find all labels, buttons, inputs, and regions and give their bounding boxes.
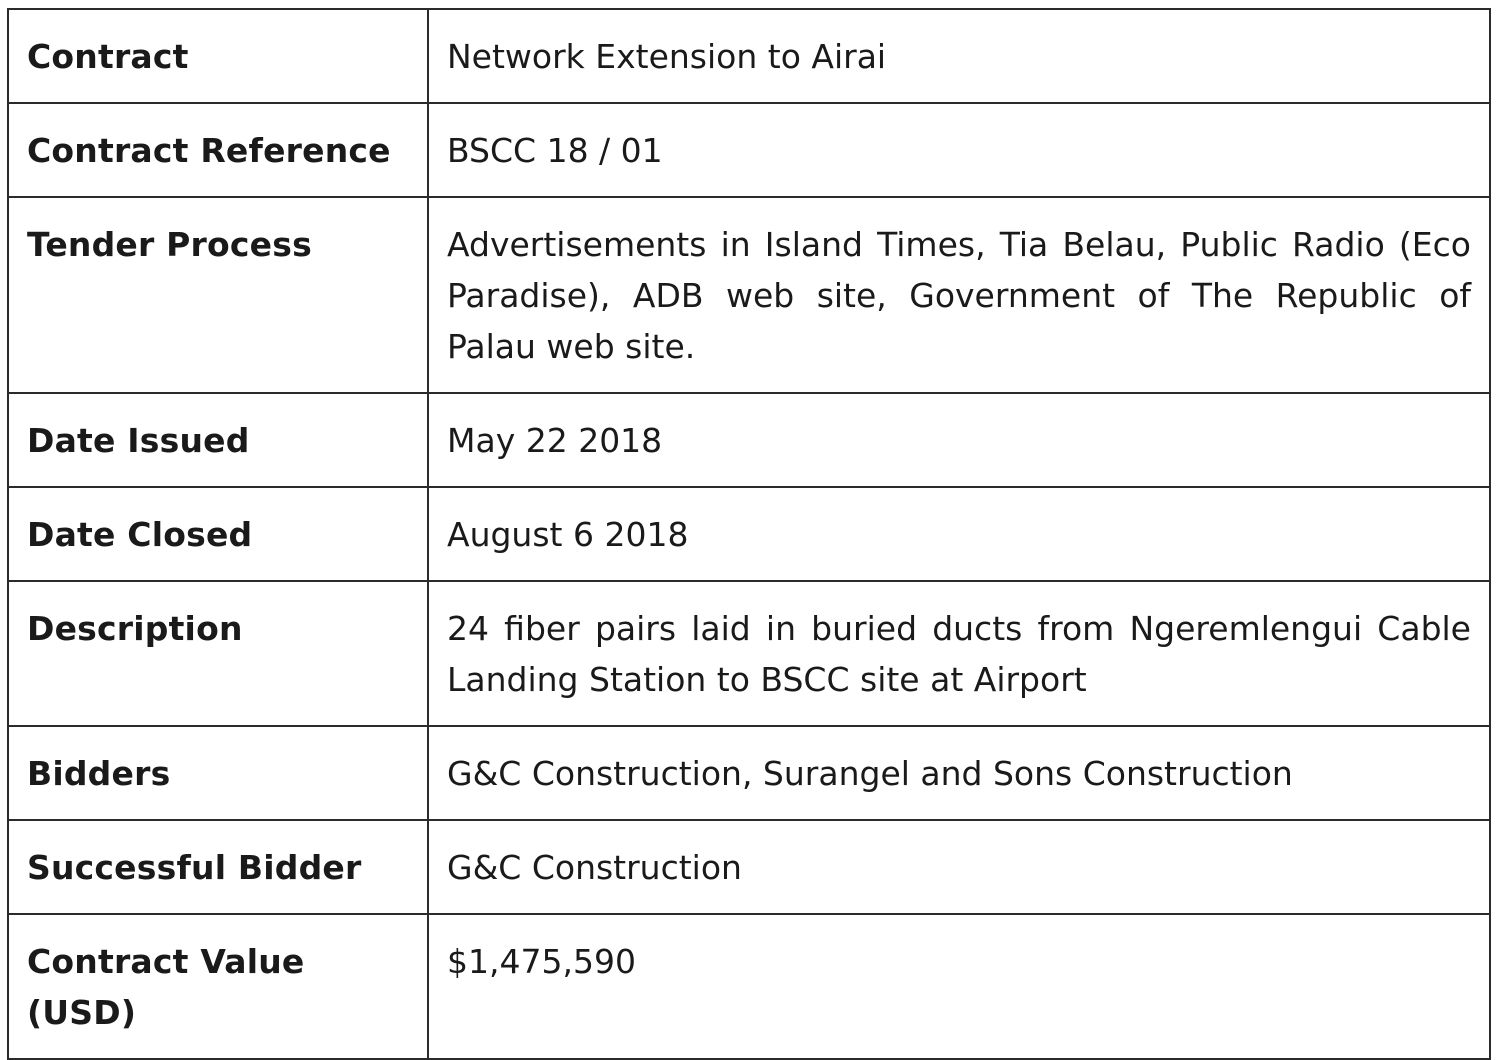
row-value-tender-process: Advertisements in Island Times, Tia Belau, Public Radio (Eco Paradise), ADB web site, Government of The Republic of Palau web site. xyxy=(428,197,1490,393)
table-row xyxy=(8,103,1490,197)
row-label-contract-value: Contract Value (USD) xyxy=(8,914,428,1059)
row-label-description: Description xyxy=(8,581,428,726)
row-value-contract-value: $1,475,590 xyxy=(428,914,1490,1059)
row-value-successful-bidder: G&C Construction xyxy=(428,820,1490,914)
row-label-contract-reference: Contract Reference xyxy=(8,103,428,197)
row-value-description: 24 fiber pairs laid in buried ducts from Ngeremlengui Cable Landing Station to BSCC site at Airport xyxy=(428,581,1490,726)
row-label-contract: Contract xyxy=(8,9,428,103)
row-label-successful-bidder: Successful Bidder xyxy=(8,820,428,914)
table-row xyxy=(8,393,1490,487)
row-value-date-issued: May 22 2018 xyxy=(428,393,1490,487)
row-label-date-closed: Date Closed xyxy=(8,487,428,581)
row-value-contract: Network Extension to Airai xyxy=(428,9,1490,103)
table-row xyxy=(8,487,1490,581)
contract-details-table xyxy=(7,8,1491,1060)
row-label-date-issued: Date Issued xyxy=(8,393,428,487)
table-row xyxy=(8,197,1490,393)
table-row xyxy=(8,820,1490,914)
table-row xyxy=(8,914,1490,1059)
row-value-date-closed: August 6 2018 xyxy=(428,487,1490,581)
row-label-tender-process: Tender Process xyxy=(8,197,428,393)
row-label-bidders: Bidders xyxy=(8,726,428,820)
table-row xyxy=(8,9,1490,103)
table-row xyxy=(8,581,1490,726)
row-value-contract-reference: BSCC 18 / 01 xyxy=(428,103,1490,197)
row-value-bidders: G&C Construction, Surangel and Sons Construction xyxy=(428,726,1490,820)
table-row xyxy=(8,726,1490,820)
